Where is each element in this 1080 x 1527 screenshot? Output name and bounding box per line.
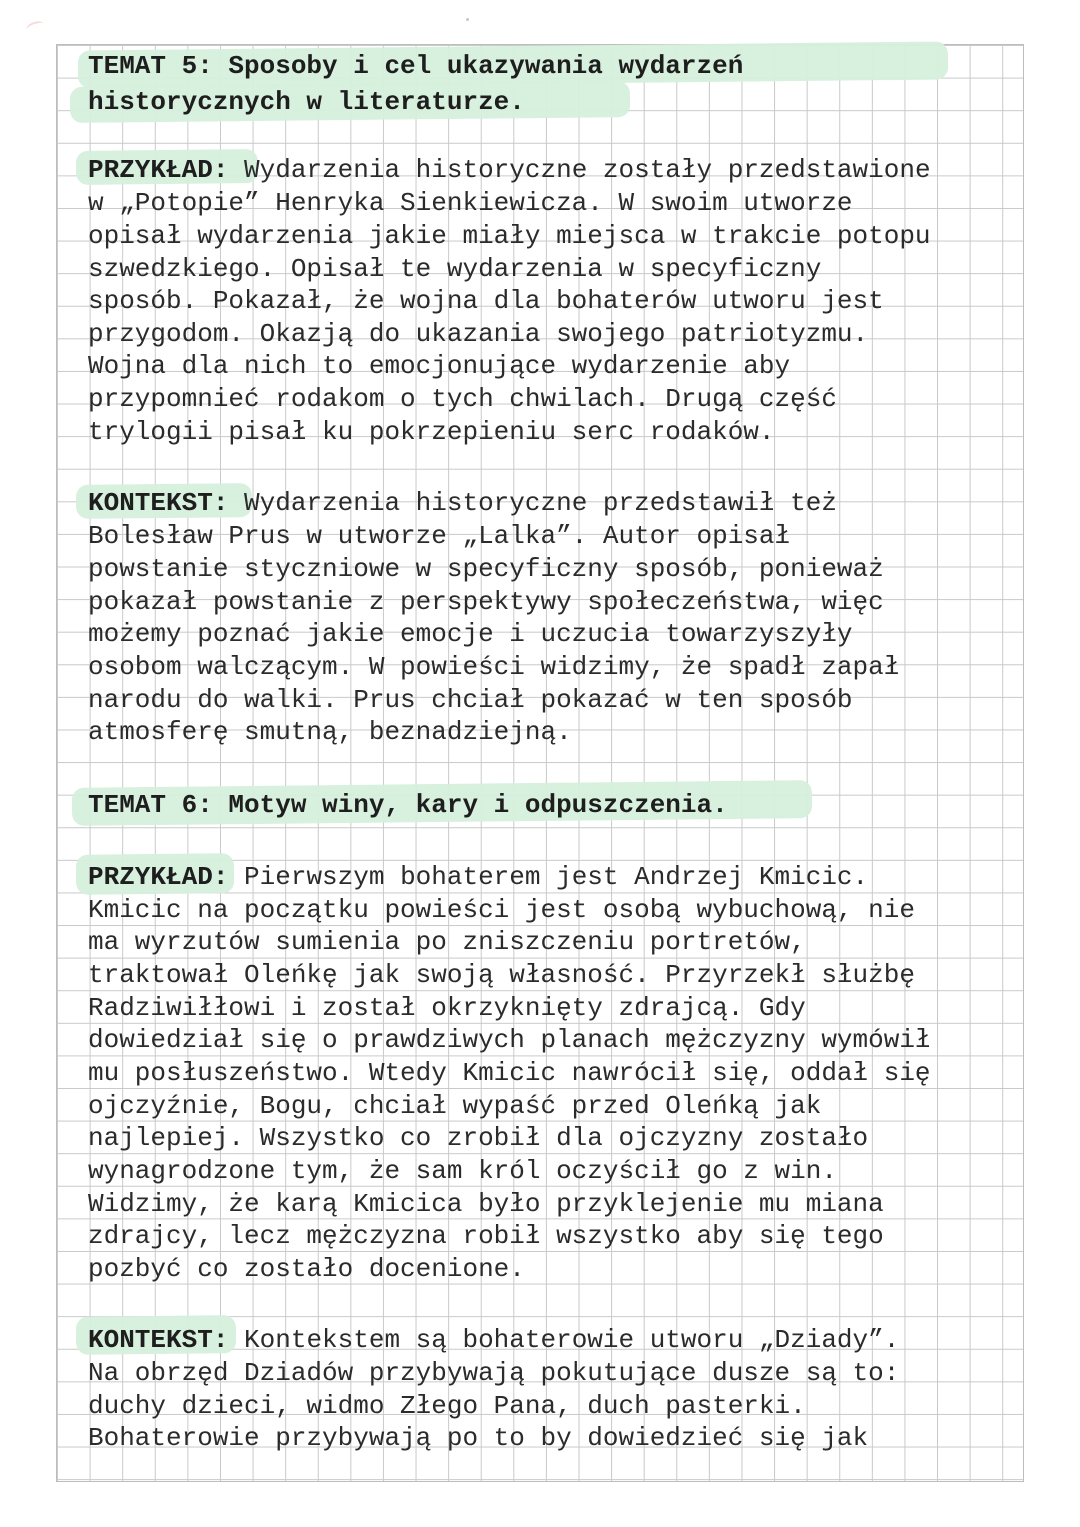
topic6-context-line2: Na obrzęd Dziadów przybywają pokutujące dusze są to: [88,1358,900,1388]
topic5-context-line2: Bolesław Prus w utworze „Lalka”. Autor opisał [88,521,791,551]
topic6-example-line12: zdrajcy, lecz mężczyzna robił wszystko aby się tego [88,1221,884,1251]
context-label: KONTEKST: [88,1325,229,1355]
page-dot [466,18,469,21]
topic6-example-line3: ma wyrzutów sumienia po zniszczeniu portretów, [88,927,806,957]
topic5-example-line9: trylogii pisał ku pokrzepieniu serc rodaków. [88,417,775,447]
topic6-example-line7: mu posłuszeństwo. Wtedy Kmicic nawrócił się, oddał się [88,1058,931,1088]
topic6-example-line13: pozbyć co zostało docenione. [88,1254,525,1284]
topic6-context-line4: Bohaterowie przybywają po to by dowiedzieć się jak [88,1423,869,1453]
topic5-context-line4: pokazał powstanie z perspektywy społeczeństwa, więc [88,587,884,617]
corner-mark [25,19,45,35]
context-label: KONTEKST: [88,488,229,518]
topic5-title-line2: historycznych w literaturze. [88,87,525,117]
topic6-example-line11: Widzimy, że karą Kmicica było przyklejenie mu miana [88,1189,884,1219]
topic5-example-line2: w „Potopie” Henryka Sienkiewicza. W swoim utworze [88,188,853,218]
topic5-context-line5: możemy poznać jakie emocje i uczucia towarzyszyły [88,619,853,649]
topic6-title: TEMAT 6: Motyw winy, kary i odpuszczenia. [88,790,728,820]
topic6-example-line1: PRZYKŁAD: Pierwszym bohaterem jest Andrzej Kmicic. [88,862,869,892]
topic6-example-line6: dowiedział się o prawdziwych planach mężczyzny wymówił [88,1025,931,1055]
topic6-example-line2: Kmicic na początku powieści jest osobą wybuchową, nie [88,895,915,925]
topic5-context-line6: osobom walczącym. W powieści widzimy, że spadł zapał [88,652,900,682]
topic5-context-line7: narodu do walki. Prus chciał pokazać w ten sposób [88,685,853,715]
topic5-context-line3: powstanie styczniowe w specyficzny sposób, ponieważ [88,554,884,584]
topic6-example-line4: traktował Oleńkę jak swoją własność. Przyrzekł służbę [88,960,915,990]
topic5-example-line3: opisał wydarzenia jakie miały miejsca w trakcie potopu [88,221,931,251]
example-label: PRZYKŁAD: [88,155,229,185]
topic6-context-line1: KONTEKST: Kontekstem są bohaterowie utworu „Dziady”. [88,1325,900,1355]
topic5-title-line1: TEMAT 5: Sposoby i cel ukazywania wydarzeń [88,51,744,81]
topic5-example-line1: PRZYKŁAD: Wydarzenia historyczne zostały przedstawione [88,155,931,185]
topic5-context-line1: KONTEKST: Wydarzenia historyczne przedstawił też [88,488,837,518]
topic6-example-line5: Radziwiłłowi i został okrzyknięty zdrajcą. Gdy [88,993,806,1023]
topic5-example-line5: sposób. Pokazał, że wojna dla bohaterów utworu jest [88,286,884,316]
topic5-example-line8: przypomnieć rodakom o tych chwilach. Drugą część [88,384,837,414]
topic5-example-line4: szwedzkiego. Opisał te wydarzenia w specyficzny [88,254,822,284]
topic6-context-line3: duchy dzieci, widmo Złego Pana, duch pasterki. [88,1391,806,1421]
topic6-example-line8: ojczyźnie, Bogu, chciał wypaść przed Oleńką jak [88,1091,822,1121]
topic5-context-line8: atmosferę smutną, beznadziejną. [88,717,572,747]
topic6-example-line10: wynagrodzone tym, że sam król oczyścił go z win. [88,1156,837,1186]
example-label: PRZYKŁAD: [88,862,229,892]
topic6-example-line9: najlepiej. Wszystko co zrobił dla ojczyzny zostało [88,1123,869,1153]
topic5-example-line7: Wojna dla nich to emocjonujące wydarzenie aby [88,351,791,381]
topic5-example-line6: przygodom. Okazją do ukazania swojego patriotyzmu. [88,319,869,349]
